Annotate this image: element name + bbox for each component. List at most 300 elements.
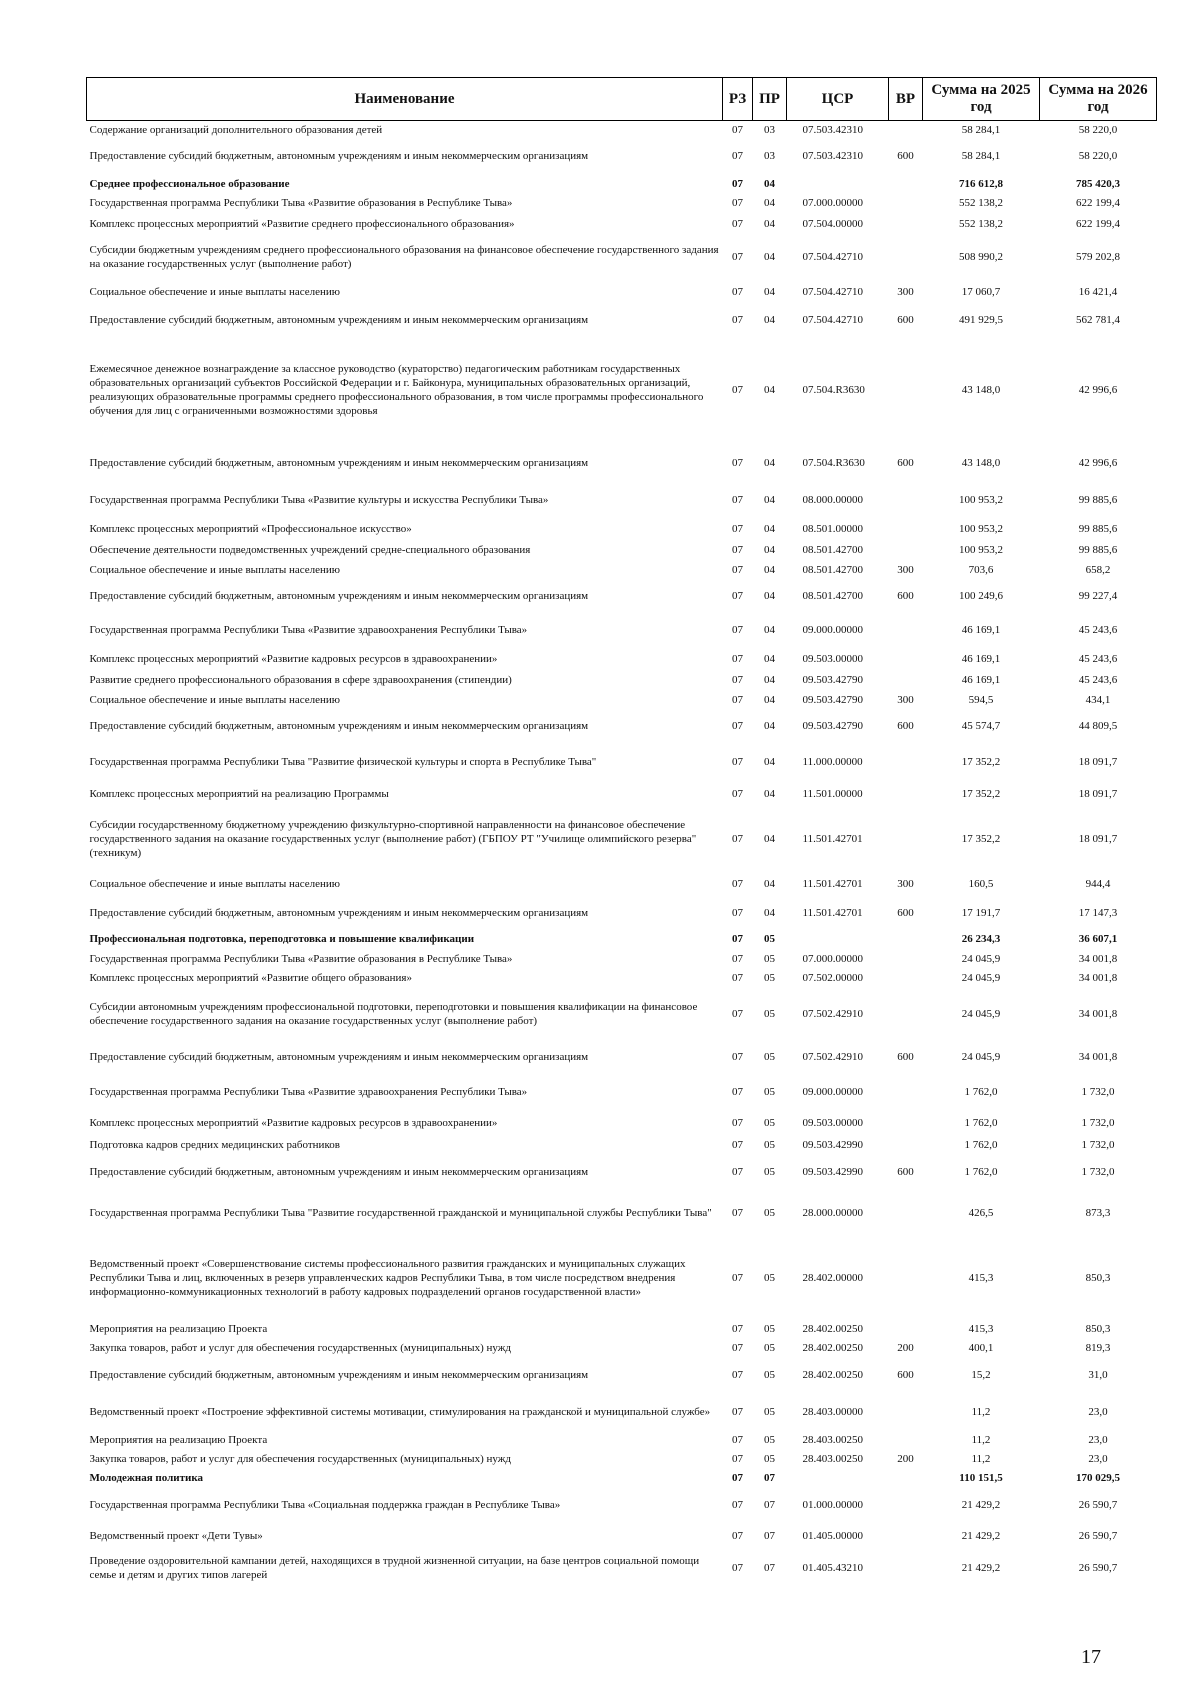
row-sum-2025: 594,5	[968, 693, 994, 706]
row-sum-2025: 17 352,2	[961, 787, 1001, 800]
row-sum-2025: 110 151,5	[959, 1472, 1003, 1484]
table-row	[87, 1523, 1157, 1550]
row-pr: 05	[764, 1369, 775, 1381]
row-csr: 28.402.00250	[802, 1323, 863, 1335]
row-sum-2026: 23,0	[1088, 1434, 1108, 1446]
row-sum-2025: 552 138,2	[959, 217, 1003, 230]
table-row	[87, 871, 1157, 897]
row-vr	[889, 174, 923, 194]
row-rz: 07	[732, 197, 743, 209]
row-vr: 200	[897, 1453, 914, 1465]
row-sum-2026: 18 091,7	[1078, 832, 1118, 845]
row-name: Ведомственный проект «Дети Тувы»	[89, 1530, 263, 1542]
table-row	[87, 1431, 1157, 1450]
header-vr: ВР	[889, 78, 923, 121]
row-rz: 07	[732, 1342, 743, 1354]
table-row	[87, 305, 1157, 336]
row-vr	[889, 336, 923, 444]
row-name: Субсидии бюджетным учреждениям среднего профессионального образования на финансовое обеспечение государственного задания на оказание государственных услуг (выполнение работ)	[89, 243, 719, 270]
table-row	[87, 1320, 1157, 1339]
row-csr	[787, 1469, 889, 1488]
row-sum-2025: 58 284,1	[961, 150, 1001, 162]
table-row	[87, 670, 1157, 690]
row-name: Закупка товаров, работ и услуг для обеспечения государственных (муниципальных) нужд	[89, 1453, 511, 1465]
row-name: Комплекс процессных мероприятий на реализацию Программы	[89, 787, 389, 800]
table-row	[87, 1237, 1157, 1320]
row-sum-2026: 18 091,7	[1078, 755, 1118, 768]
row-vr: 600	[897, 314, 914, 326]
row-sum-2026: 58 220,0	[1078, 123, 1118, 136]
row-pr: 04	[764, 589, 775, 602]
row-vr	[889, 988, 923, 1040]
row-name: Социальное обеспечение и иные выплаты населению	[89, 877, 341, 890]
row-sum-2025: 1 762,0	[964, 1116, 998, 1129]
row-pr: 07	[764, 1472, 775, 1484]
row-name: Молодежная политика	[89, 1472, 204, 1484]
row-vr: 600	[897, 150, 914, 162]
row-pr: 04	[764, 456, 775, 469]
row-name: Субсидии автономным учреждениям профессиональной подготовки, переподготовки и повышения квалификации на финансовое обеспечение государственного задания на оказание государственных услуг (выполнение работ)	[89, 1000, 698, 1027]
table-row	[87, 710, 1157, 743]
row-vr	[889, 649, 923, 670]
row-vr	[889, 949, 923, 969]
row-rz: 07	[732, 543, 743, 556]
row-rz: 07	[732, 932, 743, 945]
table-row	[87, 1488, 1157, 1523]
row-vr	[889, 1237, 923, 1320]
row-vr	[889, 1469, 923, 1488]
row-name: Социальное обеспечение и иные выплаты населению	[89, 563, 341, 576]
row-sum-2025: 21 429,2	[961, 1499, 1001, 1511]
row-rz: 07	[732, 123, 743, 136]
table-row	[87, 1111, 1157, 1135]
row-rz: 07	[732, 755, 743, 768]
table-row	[87, 897, 1157, 929]
row-pr: 05	[764, 1007, 775, 1020]
row-csr: 01.405.00000	[802, 1530, 863, 1542]
row-rz: 07	[732, 720, 743, 732]
table-row	[87, 612, 1157, 649]
row-pr: 05	[764, 1138, 775, 1151]
row-pr: 07	[764, 1561, 775, 1574]
row-sum-2025: 46 169,1	[961, 624, 1001, 636]
row-csr: 09.000.00000	[802, 1086, 863, 1098]
row-vr	[889, 1523, 923, 1550]
row-name: Мероприятия на реализацию Проекта	[89, 1323, 268, 1335]
row-csr: 09.503.00000	[802, 653, 863, 665]
row-name: Ведомственный проект «Построение эффективной системы мотивации, стимулирования на гражданской и муниципальной службе»	[89, 1405, 711, 1418]
row-name: Субсидии государственному бюджетному учреждению физкультурно-спортивной направленности на финансовое обеспечение государственного задания на оказание государственных услуг (выполнение работ) (ГБПОУ РТ "Училище олимпийского резерва" (техникум)	[89, 818, 697, 859]
table-row	[87, 1358, 1157, 1393]
row-sum-2025: 24 045,9	[961, 952, 1001, 965]
row-sum-2025: 46 169,1	[961, 673, 1001, 686]
table-row	[87, 482, 1157, 518]
row-sum-2026: 26 590,7	[1078, 1561, 1118, 1574]
row-vr: 600	[897, 1166, 914, 1178]
row-vr: 300	[897, 563, 914, 576]
row-name: Социальное обеспечение и иные выплаты населению	[89, 693, 341, 706]
row-sum-2026: 34 001,8	[1078, 1007, 1118, 1020]
row-vr	[889, 969, 923, 988]
budget-table	[86, 77, 1157, 1586]
row-sum-2026: 622 199,4	[1076, 197, 1120, 209]
row-pr: 05	[764, 1434, 775, 1446]
row-csr: 01.000.00000	[802, 1499, 863, 1511]
row-vr: 300	[897, 693, 914, 706]
row-sum-2026: 622 199,4	[1076, 217, 1120, 230]
row-name: Ведомственный проект «Совершенствование системы профессионального развития гражданских и муниципальных служащих Республики Тыва и лиц, включенных в резерв управленческих кадров Республики Тыва, в том числе посредством внедрения информационно-коммуникационных технологий в работу кадровых подразделений органов государственной власти»	[89, 1258, 686, 1298]
row-sum-2025: 426,5	[968, 1207, 994, 1219]
row-vr	[889, 1320, 923, 1339]
row-pr: 05	[764, 1342, 775, 1354]
row-rz: 07	[732, 150, 743, 162]
row-vr: 300	[897, 877, 914, 890]
row-name: Предоставление субсидий бюджетным, автономным учреждениям и иным некоммерческим организациям	[89, 1050, 589, 1063]
row-csr: 09.503.00000	[802, 1116, 863, 1129]
table-row	[87, 929, 1157, 949]
row-sum-2025: 1 762,0	[964, 1086, 998, 1098]
row-name: Государственная программа Республики Тыва «Социальная поддержка граждан в Республике Тыва»	[89, 1499, 561, 1511]
row-sum-2026: 17 147,3	[1078, 906, 1118, 919]
row-sum-2026: 18 091,7	[1078, 787, 1118, 800]
row-name: Ежемесячное денежное вознаграждение за классное руководство (кураторство) педагогическим работникам государственных образовательных организаций субъектов Российской Федерации и г. Байконура, муниципальных образовательных организаций, реализующих образовательные программы среднего профессионального образования, в том числе программы профессионального обучения для лиц с ограниченными возможностями здоровья	[89, 362, 704, 417]
table-row	[87, 649, 1157, 670]
row-csr: 07.000.00000	[802, 952, 863, 965]
row-vr	[889, 194, 923, 213]
row-pr: 03	[764, 150, 775, 162]
row-sum-2025: 11,2	[971, 1453, 991, 1465]
row-vr	[889, 670, 923, 690]
row-pr: 05	[764, 1272, 775, 1284]
row-sum-2025: 415,3	[968, 1323, 994, 1335]
row-rz: 07	[732, 653, 743, 665]
row-csr: 28.402.00000	[802, 1272, 863, 1284]
row-sum-2025: 552 138,2	[959, 197, 1003, 209]
row-csr: 07.502.42910	[802, 1050, 863, 1063]
row-name: Государственная программа Республики Тыва «Развитие образования в Республике Тыва»	[89, 952, 513, 965]
row-rz: 07	[732, 1166, 743, 1178]
row-pr: 04	[764, 197, 775, 209]
row-pr: 05	[764, 932, 775, 945]
table-row	[87, 540, 1157, 560]
row-rz: 07	[732, 1453, 743, 1465]
row-csr: 07.503.42310	[802, 123, 863, 136]
row-rz: 07	[732, 832, 743, 845]
row-rz: 07	[732, 250, 743, 263]
table-row	[87, 279, 1157, 305]
row-pr: 05	[764, 1166, 775, 1178]
row-rz: 07	[732, 877, 743, 890]
row-sum-2025: 1 762,0	[964, 1166, 998, 1178]
row-rz: 07	[732, 563, 743, 576]
row-sum-2026: 99 885,6	[1078, 493, 1118, 506]
row-rz: 07	[732, 1007, 743, 1020]
row-pr: 05	[764, 1405, 775, 1418]
row-csr: 09.000.00000	[802, 624, 863, 636]
row-pr: 05	[764, 972, 775, 984]
row-name: Обеспечение деятельности подведомственных учреждений средне-специального образования	[89, 543, 531, 556]
row-rz: 07	[732, 787, 743, 800]
row-vr: 600	[897, 720, 914, 732]
row-sum-2025: 24 045,9	[961, 1050, 1001, 1063]
row-pr: 04	[764, 624, 775, 636]
row-sum-2026: 99 227,4	[1078, 589, 1118, 602]
row-csr: 11.501.00000	[802, 787, 863, 800]
row-sum-2026: 1 732,0	[1081, 1086, 1115, 1098]
row-name: Развитие среднего профессионального образования в сфере здравоохранения (стипендии)	[89, 673, 512, 686]
row-sum-2025: 100 249,6	[959, 589, 1003, 602]
row-sum-2025: 100 953,2	[959, 543, 1003, 556]
row-sum-2026: 785 420,3	[1076, 177, 1120, 190]
row-sum-2026: 579 202,8	[1076, 250, 1120, 263]
row-pr: 05	[764, 1453, 775, 1465]
row-sum-2025: 21 429,2	[961, 1561, 1001, 1574]
row-vr: 300	[897, 285, 914, 298]
row-pr: 04	[764, 877, 775, 890]
row-name: Государственная программа Республики Тыва «Развитие образования в Республике Тыва»	[89, 197, 513, 209]
row-csr: 08.501.42700	[802, 543, 863, 556]
table-row	[87, 1550, 1157, 1586]
row-sum-2026: 34 001,8	[1078, 952, 1118, 965]
row-sum-2025: 17 191,7	[961, 906, 1001, 919]
row-vr	[889, 612, 923, 649]
row-pr: 05	[764, 1050, 775, 1063]
row-csr: 09.503.42790	[802, 673, 863, 686]
row-name: Комплекс процессных мероприятий «Развитие среднего профессионального образования»	[89, 217, 515, 230]
row-vr	[889, 121, 923, 139]
row-rz: 07	[732, 1207, 743, 1219]
row-rz: 07	[732, 177, 743, 190]
row-sum-2025: 43 148,0	[961, 456, 1001, 469]
row-sum-2025: 508 990,2	[959, 250, 1003, 263]
row-vr: 600	[897, 1050, 914, 1063]
row-sum-2026: 658,2	[1085, 563, 1111, 576]
row-name: Проведение оздоровительной кампании детей, находящихся в трудной жизненной ситуации, на базе центров социальной помощи семье и детям и других типов лагерей	[89, 1554, 700, 1581]
row-vr	[889, 1135, 923, 1155]
row-pr: 04	[764, 250, 775, 263]
header-name: Наименование	[87, 78, 723, 121]
row-sum-2026: 944,4	[1085, 877, 1111, 890]
row-csr: 07.504.R3630	[802, 456, 865, 469]
row-rz: 07	[732, 1530, 743, 1542]
row-csr: 07.502.00000	[802, 972, 863, 984]
row-rz: 07	[732, 383, 743, 396]
row-rz: 07	[732, 217, 743, 230]
row-vr: 600	[897, 589, 914, 602]
row-pr: 04	[764, 906, 775, 919]
row-sum-2026: 850,3	[1085, 1272, 1111, 1284]
row-sum-2026: 45 243,6	[1078, 673, 1118, 686]
row-sum-2025: 400,1	[968, 1342, 994, 1354]
row-vr	[889, 1393, 923, 1431]
row-sum-2025: 703,6	[968, 563, 994, 576]
row-sum-2025: 160,5	[968, 877, 994, 890]
row-pr: 04	[764, 673, 775, 686]
header-pr: ПР	[753, 78, 787, 121]
table-row	[87, 988, 1157, 1040]
table-row	[87, 1339, 1157, 1358]
row-name: Предоставление субсидий бюджетным, автономным учреждениям и иным некоммерческим организациям	[89, 1369, 589, 1381]
row-sum-2025: 415,3	[968, 1272, 994, 1284]
row-name: Государственная программа Республики Тыва "Развитие государственной гражданской и муниципальной службы Республики Тыва"	[89, 1207, 712, 1219]
row-vr	[889, 1488, 923, 1523]
row-csr: 11.501.42701	[802, 832, 863, 845]
table-row	[87, 1040, 1157, 1074]
row-sum-2026: 44 809,5	[1078, 720, 1118, 732]
row-name: Профессиональная подготовка, переподготовка и повышение квалификации	[89, 932, 475, 945]
row-sum-2025: 716 612,8	[959, 177, 1003, 190]
row-rz: 07	[732, 285, 743, 298]
row-sum-2026: 23,0	[1088, 1453, 1108, 1465]
row-pr: 04	[764, 493, 775, 506]
row-sum-2026: 26 590,7	[1078, 1530, 1118, 1542]
row-vr	[889, 1190, 923, 1237]
row-name: Закупка товаров, работ и услуг для обеспечения государственных (муниципальных) нужд	[89, 1342, 511, 1354]
table-row	[87, 743, 1157, 781]
row-vr	[889, 1431, 923, 1450]
header-rz: РЗ	[723, 78, 753, 121]
row-sum-2025: 24 045,9	[961, 972, 1001, 984]
row-csr: 28.403.00250	[802, 1453, 863, 1465]
row-sum-2026: 434,1	[1085, 693, 1111, 706]
table-body	[87, 121, 1157, 1586]
row-name: Мероприятия на реализацию Проекта	[89, 1434, 268, 1446]
row-sum-2026: 1 732,0	[1081, 1166, 1115, 1178]
row-name: Комплекс процессных мероприятий «Профессиональное искусство»	[89, 522, 412, 535]
table-row	[87, 139, 1157, 174]
row-pr: 04	[764, 543, 775, 556]
row-sum-2026: 850,3	[1085, 1323, 1111, 1335]
row-sum-2026: 31,0	[1088, 1369, 1108, 1381]
row-pr: 05	[764, 1116, 775, 1129]
row-name: Государственная программа Республики Тыва «Развитие здравоохранения Республики Тыва»	[89, 1086, 528, 1098]
row-pr: 07	[764, 1530, 775, 1542]
row-name: Государственная программа Республики Тыва "Развитие физической культуры и спорта в Республике Тыва"	[89, 755, 597, 768]
row-vr	[889, 518, 923, 540]
row-sum-2025: 26 234,3	[961, 932, 1001, 945]
row-sum-2025: 15,2	[971, 1369, 991, 1381]
row-csr	[787, 929, 889, 949]
row-sum-2025: 17 060,7	[961, 285, 1001, 298]
row-vr	[889, 1111, 923, 1135]
row-sum-2026: 45 243,6	[1078, 653, 1118, 665]
row-pr: 04	[764, 314, 775, 326]
row-vr	[889, 235, 923, 279]
row-name: Предоставление субсидий бюджетным, автономным учреждениям и иным некоммерческим организациям	[89, 589, 589, 602]
row-pr: 04	[764, 787, 775, 800]
row-rz: 07	[732, 952, 743, 965]
header-csr: ЦСР	[787, 78, 889, 121]
table-row	[87, 194, 1157, 213]
row-csr: 09.503.42790	[802, 720, 863, 732]
row-pr: 05	[764, 952, 775, 965]
row-csr: 07.503.42310	[802, 150, 863, 162]
table-row	[87, 1450, 1157, 1469]
row-csr: 07.504.42710	[802, 250, 863, 263]
table-row	[87, 518, 1157, 540]
row-sum-2026: 45 243,6	[1078, 624, 1118, 636]
row-sum-2026: 42 996,6	[1078, 383, 1118, 396]
row-pr: 04	[764, 720, 775, 732]
row-sum-2026: 873,3	[1085, 1207, 1111, 1219]
table-row	[87, 949, 1157, 969]
row-name: Предоставление субсидий бюджетным, автономным учреждениям и иным некоммерческим организациям	[89, 1166, 589, 1178]
table-row	[87, 807, 1157, 871]
table-row	[87, 174, 1157, 194]
row-name: Предоставление субсидий бюджетным, автономным учреждениям и иным некоммерческим организациям	[89, 906, 589, 919]
row-vr	[889, 1550, 923, 1586]
row-csr: 07.504.R3630	[802, 383, 865, 396]
row-sum-2025: 491 929,5	[959, 314, 1003, 326]
row-vr	[889, 540, 923, 560]
row-csr: 07.000.00000	[802, 197, 863, 209]
row-csr: 28.402.00250	[802, 1369, 863, 1381]
table-row	[87, 1135, 1157, 1155]
row-sum-2026: 99 885,6	[1078, 543, 1118, 556]
row-sum-2026: 34 001,8	[1078, 1050, 1118, 1063]
row-sum-2025: 100 953,2	[959, 522, 1003, 535]
row-pr: 07	[764, 1499, 775, 1511]
row-pr: 04	[764, 217, 775, 230]
row-vr: 600	[897, 456, 914, 469]
row-csr: 11.000.00000	[802, 755, 863, 768]
row-sum-2026: 26 590,7	[1078, 1499, 1118, 1511]
row-name: Комплекс процессных мероприятий «Развитие общего образования»	[89, 972, 412, 984]
row-sum-2026: 42 996,6	[1078, 456, 1118, 469]
row-csr: 07.504.42710	[802, 285, 863, 298]
row-rz: 07	[732, 522, 743, 535]
row-pr: 05	[764, 1207, 775, 1219]
row-name: Предоставление субсидий бюджетным, автономным учреждениям и иным некоммерческим организациям	[89, 720, 589, 732]
row-rz: 07	[732, 906, 743, 919]
row-sum-2026: 562 781,4	[1076, 314, 1120, 326]
row-rz: 07	[732, 1499, 743, 1511]
row-csr: 07.504.00000	[802, 217, 863, 230]
row-pr: 04	[764, 285, 775, 298]
row-csr: 28.403.00000	[802, 1405, 863, 1418]
row-csr: 08.501.42700	[802, 589, 863, 602]
row-rz: 07	[732, 589, 743, 602]
row-csr: 09.503.42790	[802, 693, 863, 706]
row-sum-2025: 43 148,0	[961, 383, 1001, 396]
row-vr: 200	[897, 1342, 914, 1354]
row-sum-2025: 11,2	[971, 1434, 991, 1446]
row-pr: 05	[764, 1323, 775, 1335]
row-rz: 07	[732, 673, 743, 686]
table-row	[87, 1393, 1157, 1431]
row-name: Государственная программа Республики Тыва «Развитие культуры и искусства Республики Тыва»	[89, 493, 549, 506]
header-sum-2026: Сумма на 2026 год	[1040, 78, 1157, 121]
row-vr	[889, 929, 923, 949]
row-pr: 04	[764, 383, 775, 396]
row-csr: 28.000.00000	[802, 1207, 863, 1219]
row-vr	[889, 213, 923, 235]
row-pr: 04	[764, 177, 775, 190]
row-vr	[889, 807, 923, 871]
table-row	[87, 1074, 1157, 1111]
row-sum-2026: 1 732,0	[1081, 1116, 1115, 1129]
page-number: 17	[1081, 1646, 1101, 1668]
row-csr: 07.504.42710	[802, 314, 863, 326]
row-pr: 03	[764, 123, 775, 136]
row-csr: 28.403.00250	[802, 1434, 863, 1446]
row-name: Предоставление субсидий бюджетным, автономным учреждениям и иным некоммерческим организациям	[89, 314, 589, 326]
row-rz: 07	[732, 1323, 743, 1335]
row-rz: 07	[732, 1272, 743, 1284]
row-name: Комплекс процессных мероприятий «Развитие кадровых ресурсов в здравоохранении»	[89, 1116, 498, 1129]
table-row	[87, 121, 1157, 139]
table-row	[87, 1155, 1157, 1190]
